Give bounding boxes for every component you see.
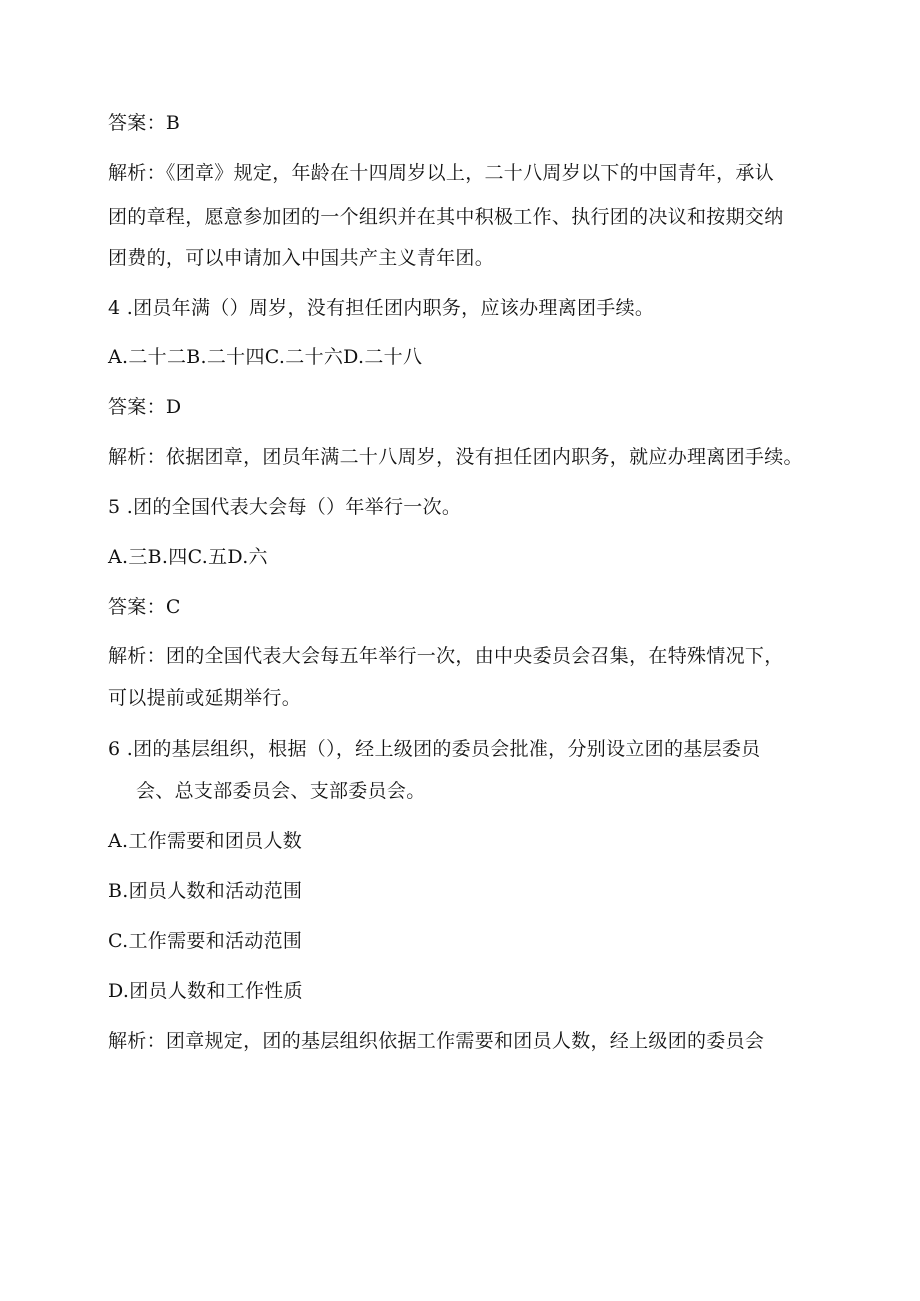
q3-analysis-line-1: 解析：《团章》规定，年龄在十四周岁以上，二十八周岁以下的中国青年，承认	[108, 162, 775, 184]
q4-answer: 答案：D	[108, 396, 182, 418]
q5-answer: 答案：C	[108, 596, 181, 618]
q3-answer: 答案：B	[108, 112, 181, 134]
q5-question: 5 .团的全国代表大会每（）年举行一次。	[108, 496, 462, 518]
q5-analysis-line-2: 可以提前或延期举行。	[108, 687, 302, 709]
q6-option-b: B.团员人数和活动范围	[108, 880, 303, 902]
q4-question: 4 .团员年满（）周岁，没有担任团内职务，应该办理离团手续。	[108, 297, 655, 319]
q3-analysis-line-2: 团的章程，愿意参加团的一个组织并在其中积极工作、执行团的决议和按期交纳	[108, 206, 784, 228]
q5-analysis-line-1: 解析：团的全国代表大会每五年举行一次，由中央委员会召集，在特殊情况下，	[108, 645, 784, 667]
q6-question-line-1: 6 .团的基层组织，根据（），经上级团的委员会批准，分别设立团的基层委员	[108, 738, 761, 760]
q6-analysis-line-1: 解析：团章规定，团的基层组织依据工作需要和团员人数，经上级团的委员会	[108, 1030, 765, 1052]
q5-options: A.三B.四C.五D.六	[108, 546, 268, 568]
q6-question-line-2: 会、总支部委员会、支部委员会。	[136, 780, 426, 802]
q6-option-a: A.工作需要和团员人数	[108, 830, 303, 852]
q3-analysis-line-3: 团费的，可以申请加入中国共产主义青年团。	[108, 247, 495, 269]
q6-option-d: D.团员人数和工作性质	[108, 980, 303, 1002]
q4-options: A.二十二B.二十四C.二十六D.二十八	[108, 346, 423, 368]
q6-option-c: C.工作需要和活动范围	[108, 930, 303, 952]
q4-analysis: 解析：依据团章，团员年满二十八周岁，没有担任团内职务，就应办理离团手续。	[108, 446, 803, 468]
